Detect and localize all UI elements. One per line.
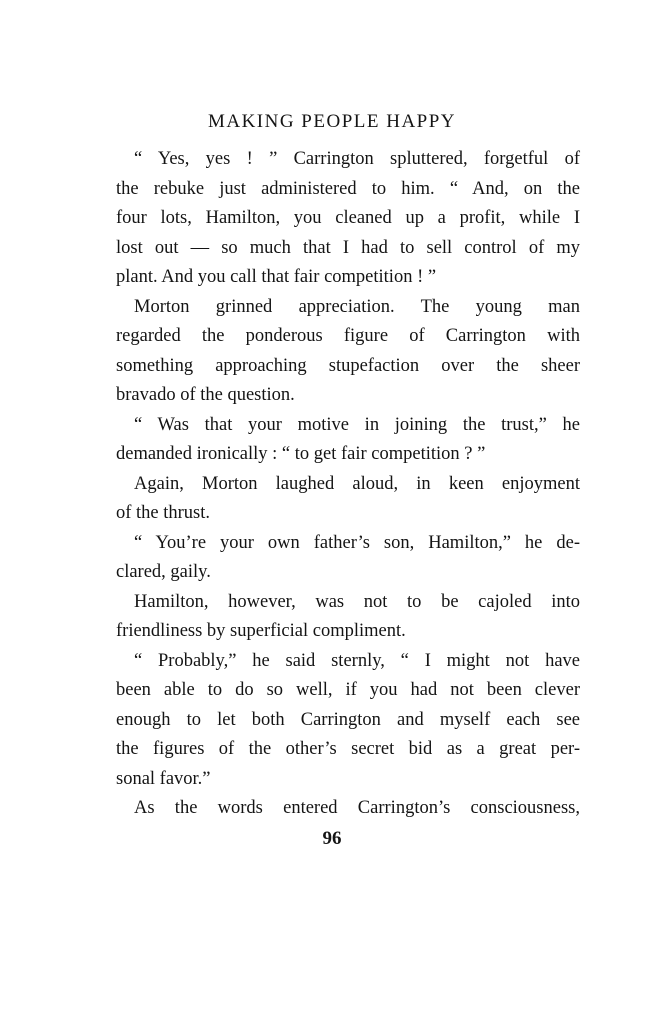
text-line: of the thrust.: [116, 503, 211, 523]
body-text: [116, 145, 580, 824]
text-line: sonal favor.”: [116, 768, 211, 789]
text-line: Hamilton, however, was not to be cajoled into: [134, 591, 580, 612]
text-line: clared, gaily.: [116, 562, 211, 582]
text-line: Morton grinned appreciation. The young man: [134, 296, 580, 317]
text-line: the rebuke just administered to him. “ And, on the: [116, 178, 580, 199]
text-line: been able to do so well, if you had not been clever: [116, 680, 580, 700]
text-line: “ You’re your own father’s son, Hamilton,” he de-: [134, 532, 580, 553]
text-line: bravado of the question.: [116, 385, 295, 405]
text-line: “ Probably,” he said sternly, “ I might not have: [134, 650, 580, 671]
text-line: Again, Morton laughed aloud, in keen enjoyment: [134, 473, 580, 494]
text-line: regarded the ponderous figure of Carrington with: [116, 326, 580, 346]
text-line: plant. And you call that fair competition ! ”: [116, 267, 437, 287]
text-line: “ Was that your motive in joining the trust,” he: [134, 414, 580, 435]
text-line: the figures of the other’s secret bid as a great per-: [116, 739, 580, 759]
text-line: As the words entered Carrington’s consciousness,: [134, 798, 580, 818]
page-number: 96: [322, 828, 342, 849]
running-head: MAKING PEOPLE HAPPY: [207, 111, 457, 132]
text-line: lost out — so much that I had to sell control of my: [116, 237, 580, 258]
text-line: enough to let both Carrington and myself each see: [116, 709, 580, 730]
text-line: friendliness by superficial compliment.: [116, 621, 406, 641]
text-line: demanded ironically : “ to get fair competition ? ”: [116, 444, 486, 464]
text-line: four lots, Hamilton, you cleaned up a profit, while I: [116, 208, 580, 228]
text-line: “ Yes, yes ! ” Carrington spluttered, forgetful of: [134, 149, 580, 169]
text-line: something approaching stupefaction over the sheer: [116, 355, 580, 376]
